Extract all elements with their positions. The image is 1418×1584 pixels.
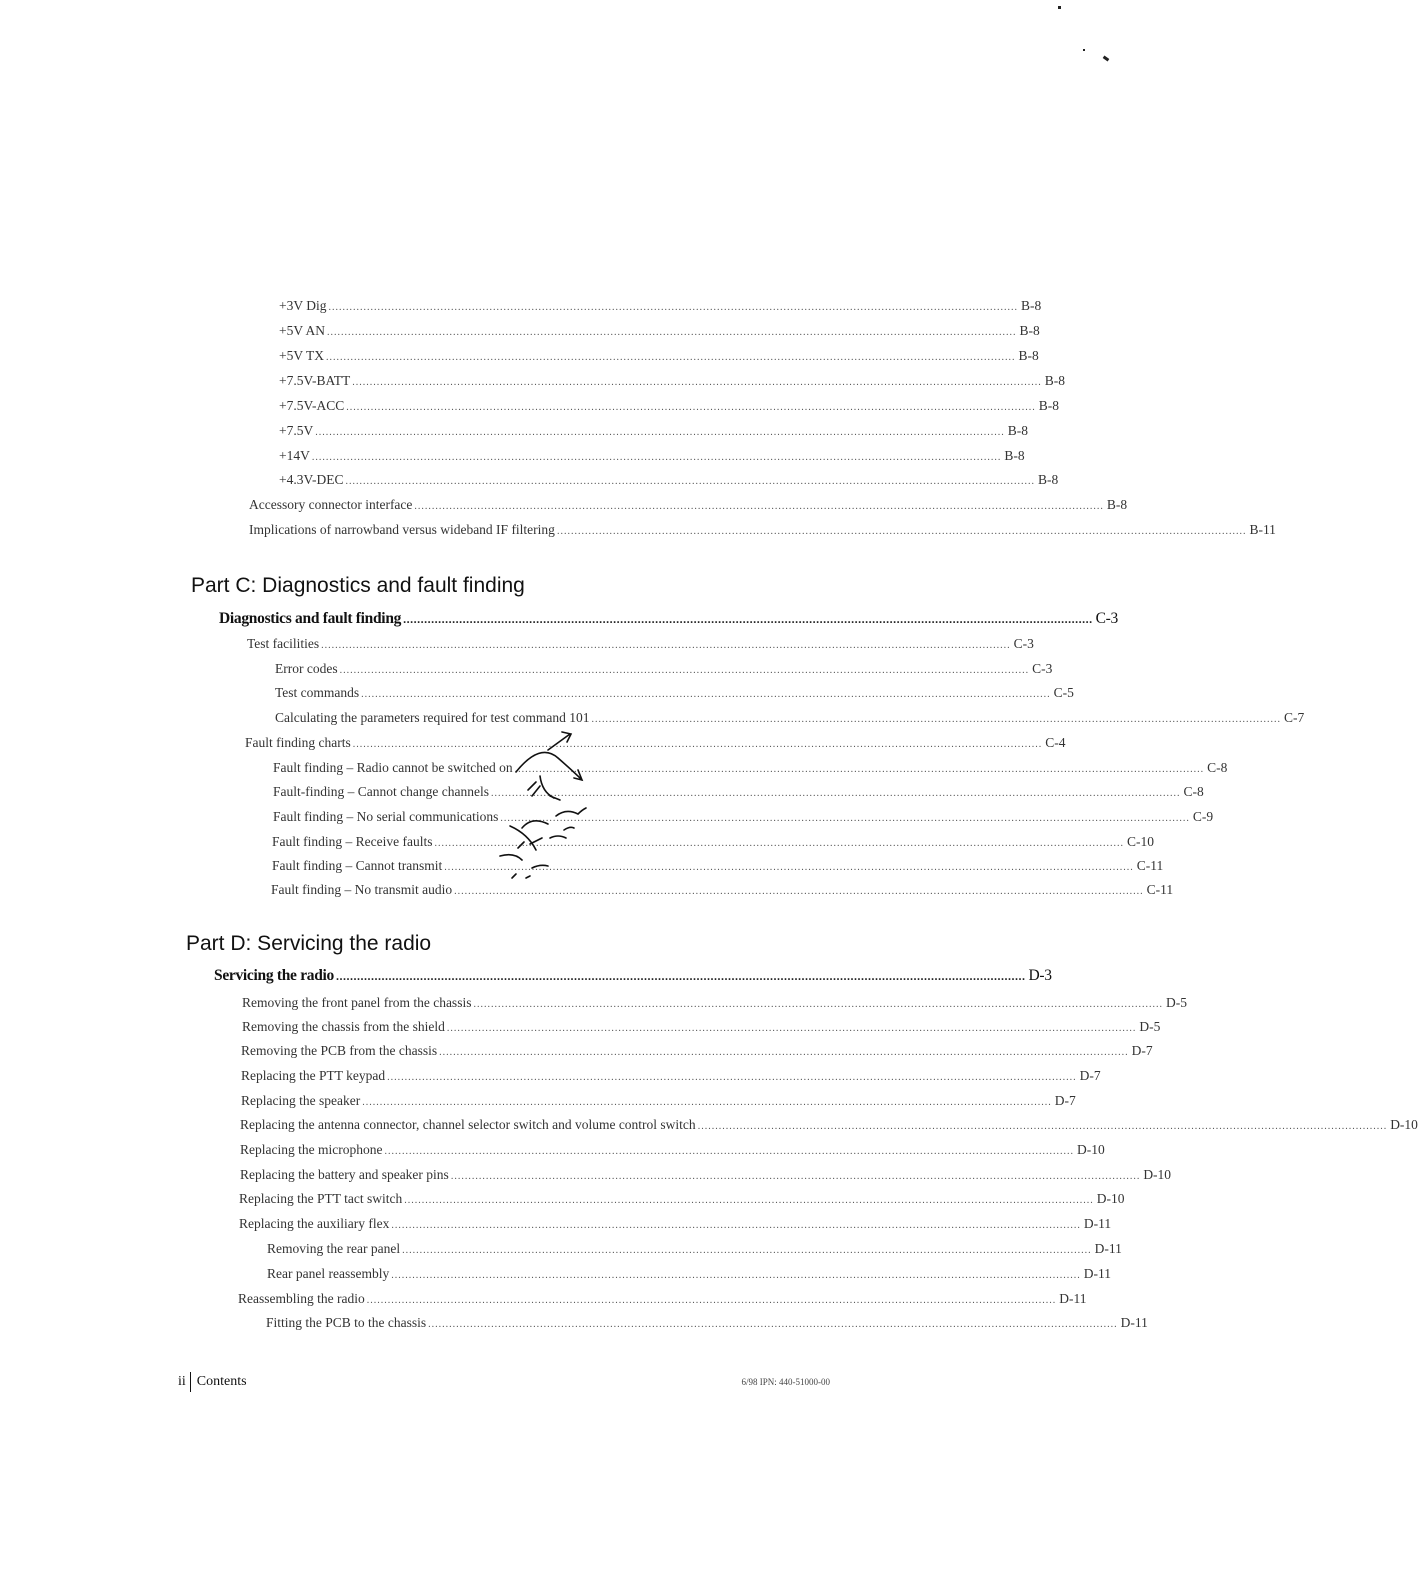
toc-entry-label: Replacing the PTT tact switch (239, 1191, 403, 1206)
toc-entry-page: C-3 (1095, 610, 1118, 627)
toc-entry-label: Fault finding – No serial communications (273, 809, 499, 824)
toc-entry[interactable] (279, 348, 1039, 364)
toc-entry-page: C-8 (1183, 784, 1204, 799)
toc-entry-label: Removing the rear panel (267, 1241, 401, 1256)
toc-entry-page: D-10 (1390, 1117, 1418, 1132)
toc-entry-label: +4.3V-DEC (279, 472, 344, 487)
scan-speck (1103, 56, 1110, 62)
toc-entry[interactable] (242, 1019, 1161, 1035)
dot-leader: ..................................................................................................................................................................................................... (361, 689, 1051, 700)
dot-leader: ..................................................................................................................................................................................................... (556, 526, 1247, 537)
toc-entry-label: Replacing the PTT keypad (241, 1068, 386, 1083)
dot-leader: ..................................................................................................................................................................................................... (387, 1072, 1077, 1083)
dot-leader: ..................................................................................................................................................................................................... (391, 1220, 1081, 1231)
toc-entry[interactable] (279, 398, 1060, 414)
toc-entry[interactable] (279, 323, 1040, 339)
toc-entry-page: C-11 (1146, 882, 1174, 897)
toc-entry[interactable] (279, 298, 1042, 314)
toc-entry[interactable] (249, 497, 1128, 513)
toc-entry[interactable] (275, 710, 1305, 726)
toc-entry-label: Replacing the antenna connector, channel selector switch and volume control switch (240, 1117, 696, 1132)
toc-entry-page: B-8 (1038, 472, 1059, 487)
toc-entry-page: B-8 (1004, 448, 1025, 463)
toc-entry-label: Diagnostics and fault finding (219, 610, 402, 627)
page-footer (178, 1372, 247, 1392)
toc-entry[interactable] (279, 373, 1065, 389)
dot-leader: ..................................................................................................................................................................................................... (328, 302, 1018, 313)
toc-entry[interactable] (242, 995, 1187, 1011)
toc-entry[interactable] (275, 661, 1053, 677)
toc-entry-label: Fault-finding – Cannot change channels (273, 784, 489, 799)
toc-entry-page: D-7 (1131, 1043, 1153, 1058)
toc-entry-page: D-3 (1028, 967, 1052, 984)
toc-entry-label: +5V TX (279, 348, 324, 363)
toc-entry[interactable] (249, 522, 1276, 538)
toc-entry-page: B-8 (1021, 298, 1042, 313)
toc-entry-label: Accessory connector interface (249, 497, 413, 512)
toc-entry-page: B-8 (1038, 398, 1060, 413)
dot-leader: ..................................................................................................................................................................................................... (315, 427, 1005, 438)
toc-entry-label: Fault finding – Radio cannot be switched on (273, 760, 513, 775)
toc-entry-label: Replacing the microphone (240, 1142, 383, 1157)
dot-leader: ..................................................................................................................................................................................................... (454, 886, 1144, 897)
dot-leader: ..................................................................................................................................................................................................... (446, 1023, 1137, 1034)
dot-leader: ..................................................................................................................................................................................................... (326, 352, 1016, 363)
toc-entry-page: C-9 (1192, 809, 1214, 824)
toc-entry[interactable] (279, 423, 1028, 439)
toc-chapter-entry[interactable] (214, 967, 1052, 985)
toc-entry[interactable] (267, 1241, 1122, 1257)
toc-entry[interactable] (239, 1191, 1125, 1207)
dot-leader: ..................................................................................................................................................................................................... (384, 1146, 1074, 1157)
toc-entry[interactable] (238, 1291, 1087, 1307)
toc-entry-page: D-10 (1143, 1167, 1172, 1182)
toc-entry[interactable] (240, 1142, 1105, 1158)
toc-entry-label: Rear panel reassembly (267, 1266, 390, 1281)
dot-leader: ..................................................................................................................................................................................................... (414, 501, 1104, 512)
part-d-heading: Part D: Servicing the radio (186, 932, 432, 955)
document-code: 6/98 IPN: 440-51000-00 (741, 1377, 830, 1387)
toc-entry[interactable] (240, 1167, 1172, 1183)
dot-leader: ..................................................................................................................................................................................................... (346, 402, 1036, 413)
dot-leader: ..................................................................................................................................................................................................... (352, 377, 1042, 388)
toc-entry-label: Removing the front panel from the chassis (242, 995, 472, 1010)
toc-entry[interactable] (241, 1068, 1101, 1084)
toc-entry-page: D-11 (1094, 1241, 1122, 1256)
dot-leader: ..................................................................................................................................................................................................... (473, 999, 1163, 1010)
toc-entry-label: Fault finding – Receive faults (272, 834, 433, 849)
toc-chapter-entry[interactable] (219, 610, 1118, 628)
toc-entry-page: C-3 (1013, 636, 1034, 651)
toc-entry-label: Test commands (275, 685, 360, 700)
toc-entry-label: Removing the PCB from the chassis (241, 1043, 438, 1058)
toc-entry-label: Removing the chassis from the shield (242, 1019, 445, 1034)
scan-speck (1083, 49, 1085, 51)
toc-entry[interactable] (241, 1043, 1153, 1059)
page-number: ii (178, 1374, 186, 1389)
toc-entry-label: Implications of narrowband versus wideband IF filtering (249, 522, 555, 537)
toc-entry-page: B-11 (1249, 522, 1276, 537)
toc-entry[interactable] (275, 685, 1074, 701)
toc-entry-label: Replacing the auxiliary flex (239, 1216, 390, 1231)
toc-entry-label: +7.5V-ACC (279, 398, 345, 413)
toc-entry[interactable] (266, 1315, 1148, 1331)
dot-leader: ..................................................................................................................................................................................................... (366, 1295, 1057, 1306)
toc-entry-page: C-11 (1136, 858, 1164, 873)
dot-leader: ..................................................................................................................................................................................................... (403, 612, 1093, 626)
toc-entry-page: C-10 (1126, 834, 1154, 849)
dot-leader: ..................................................................................................................................................................................................... (362, 1097, 1052, 1108)
toc-entry-page: C-3 (1032, 661, 1053, 676)
toc-entry-page: B-8 (1044, 373, 1065, 388)
toc-entry-page: D-11 (1083, 1216, 1112, 1231)
dot-leader: ..................................................................................................................................................................................................... (321, 640, 1011, 651)
dot-leader: ..................................................................................................................................................................................................... (391, 1270, 1081, 1281)
toc-entry[interactable] (279, 472, 1059, 488)
toc-entry-page: D-7 (1054, 1093, 1076, 1108)
toc-entry-page: C-8 (1207, 760, 1228, 775)
toc-entry-page: D-11 (1083, 1266, 1111, 1281)
toc-entry-label: +5V AN (279, 323, 325, 338)
toc-entry-label: Replacing the battery and speaker pins (240, 1167, 449, 1182)
toc-entry-label: Fault finding charts (245, 735, 351, 750)
toc-entry-page: B-8 (1019, 323, 1040, 338)
toc-entry-label: +14V (279, 448, 310, 463)
toc-entry-page: C-4 (1045, 735, 1066, 750)
toc-entry-page: C-7 (1284, 710, 1305, 725)
dot-leader: ..................................................................................................................................................................................................... (352, 739, 1043, 750)
toc-entry[interactable] (240, 1117, 1418, 1133)
toc-entry[interactable] (241, 1093, 1076, 1109)
toc-entry-page: B-8 (1018, 348, 1039, 363)
toc-entry[interactable] (247, 636, 1034, 652)
dot-leader: ..................................................................................................................................................................................................... (697, 1121, 1388, 1132)
toc-entry[interactable] (239, 1216, 1112, 1232)
toc-entry-page: D-10 (1096, 1191, 1125, 1206)
toc-entry[interactable] (279, 448, 1025, 464)
dot-leader: ..................................................................................................................................................................................................... (311, 452, 1002, 463)
dot-leader: ..................................................................................................................................................................................................... (402, 1245, 1092, 1256)
toc-entry-label: Reassembling the radio (238, 1291, 365, 1306)
toc-entry-page: D-11 (1120, 1315, 1148, 1330)
toc-entry-label: +3V Dig (279, 298, 327, 313)
dot-leader: ..................................................................................................................................................................................................... (591, 714, 1282, 725)
toc-entry-label: +7.5V-BATT (279, 373, 351, 388)
toc-entry-page: D-11 (1059, 1291, 1087, 1306)
dot-leader: ..................................................................................................................................................................................................... (404, 1195, 1094, 1206)
scan-speck (1058, 6, 1061, 9)
dot-leader: ..................................................................................................................................................................................................... (444, 862, 1134, 873)
dot-leader: ..................................................................................................................................................................................................... (434, 838, 1124, 849)
dot-leader: ..................................................................................................................................................................................................... (345, 476, 1035, 487)
pen-scribble (470, 728, 610, 888)
dot-leader: ..................................................................................................................................................................................................... (490, 788, 1181, 799)
dot-leader: ..................................................................................................................................................................................................... (450, 1171, 1141, 1182)
toc-entry-label: Fitting the PCB to the chassis (266, 1315, 427, 1330)
toc-entry-page: D-10 (1076, 1142, 1105, 1157)
dot-leader: ..................................................................................................................................................................................................... (339, 665, 1030, 676)
toc-entry-page: C-5 (1053, 685, 1074, 700)
toc-entry-label: Error codes (275, 661, 338, 676)
toc-entry-label: Calculating the parameters required for test command 101 (275, 710, 590, 725)
toc-entry-page: B-8 (1007, 423, 1028, 438)
toc-entry-page: D-7 (1079, 1068, 1101, 1083)
dot-leader: ..................................................................................................................................................................................................... (439, 1047, 1129, 1058)
toc-entry[interactable] (267, 1266, 1111, 1282)
dot-leader: ..................................................................................................................................................................................................... (428, 1319, 1118, 1330)
toc-entry-label: +7.5V (279, 423, 314, 438)
toc-entry-label: Test facilities (247, 636, 320, 651)
toc-entry-label: Fault finding – No transmit audio (271, 882, 453, 897)
toc-entry-page: D-5 (1165, 995, 1187, 1010)
footer-section-label: Contents (196, 1374, 247, 1389)
toc-entry-label: Fault finding – Cannot transmit (272, 858, 443, 873)
footer-divider (190, 1372, 191, 1392)
dot-leader: ..................................................................................................................................................................................................... (336, 969, 1026, 983)
toc-entry-label: Replacing the speaker (241, 1093, 361, 1108)
toc-entry-page: B-8 (1106, 497, 1128, 512)
toc-entry-page: D-5 (1139, 1019, 1161, 1034)
dot-leader: ..................................................................................................................................................................................................... (327, 327, 1017, 338)
toc-entry-label: Servicing the radio (214, 967, 335, 984)
part-c-heading: Part C: Diagnostics and fault finding (191, 574, 525, 597)
dot-leader: ..................................................................................................................................................................................................... (500, 813, 1190, 824)
dot-leader: ..................................................................................................................................................................................................... (514, 764, 1205, 775)
